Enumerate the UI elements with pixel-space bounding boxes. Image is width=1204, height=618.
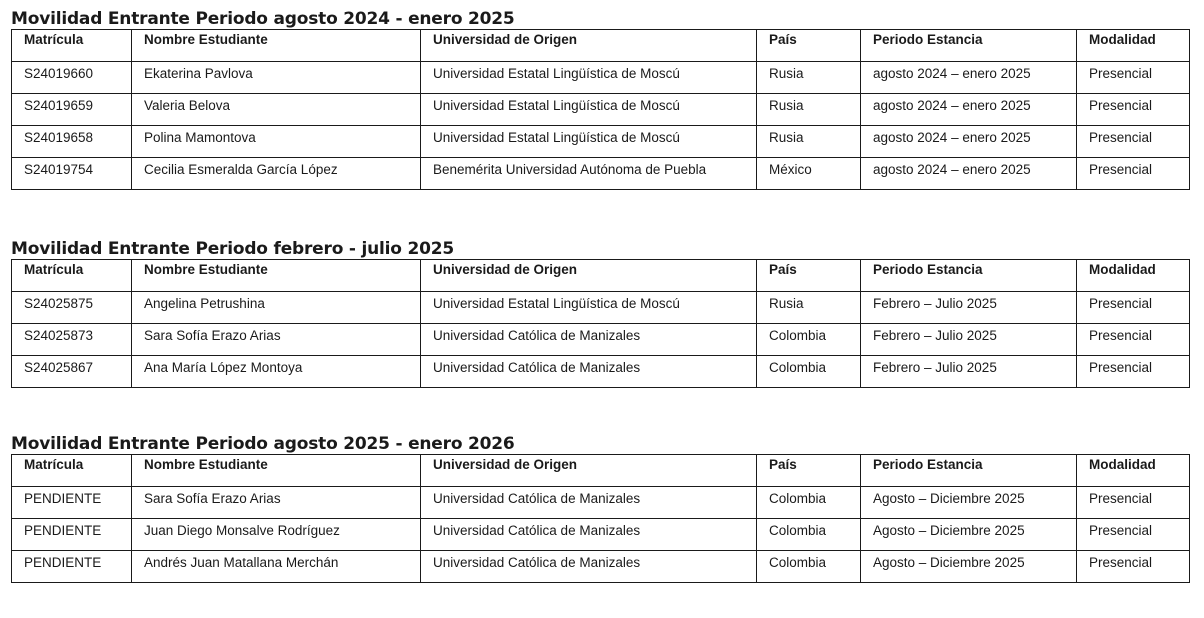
- table-row: [12, 94, 1190, 126]
- header-row: [12, 30, 1190, 62]
- cell-matricula: PENDIENTE: [12, 487, 132, 519]
- cell-matricula: S24025867: [12, 356, 132, 388]
- cell-periodo: agosto 2024 – enero 2025: [861, 126, 1077, 158]
- cell-pais: Rusia: [757, 94, 861, 126]
- cell-periodo: agosto 2024 – enero 2025: [861, 62, 1077, 94]
- cell-periodo: agosto 2024 – enero 2025: [861, 158, 1077, 190]
- header-matricula: Matrícula: [12, 260, 132, 292]
- cell-universidad: Universidad Católica de Manizales: [421, 324, 757, 356]
- cell-nombre: Angelina Petrushina: [132, 292, 421, 324]
- table-row: [12, 519, 1190, 551]
- section-agosto-2025: [11, 434, 1189, 583]
- cell-modalidad: Presencial: [1077, 324, 1190, 356]
- cell-universidad: Universidad Católica de Manizales: [421, 519, 757, 551]
- cell-modalidad: Presencial: [1077, 62, 1190, 94]
- cell-modalidad: Presencial: [1077, 94, 1190, 126]
- cell-universidad: Universidad Estatal Lingüística de Moscú: [421, 126, 757, 158]
- cell-pais: Rusia: [757, 292, 861, 324]
- header-nombre: Nombre Estudiante: [132, 455, 421, 487]
- cell-pais: Colombia: [757, 356, 861, 388]
- cell-pais: Colombia: [757, 487, 861, 519]
- cell-matricula: S24025873: [12, 324, 132, 356]
- header-periodo: Periodo Estancia: [861, 260, 1077, 292]
- table-row: [12, 487, 1190, 519]
- cell-matricula: PENDIENTE: [12, 551, 132, 583]
- header-universidad: Universidad de Origen: [421, 455, 757, 487]
- cell-nombre: Juan Diego Monsalve Rodríguez: [132, 519, 421, 551]
- cell-universidad: Universidad Estatal Lingüística de Moscú: [421, 62, 757, 94]
- header-pais: País: [757, 260, 861, 292]
- cell-periodo: Agosto – Diciembre 2025: [861, 519, 1077, 551]
- cell-pais: Rusia: [757, 126, 861, 158]
- header-row: [12, 455, 1190, 487]
- header-row: [12, 260, 1190, 292]
- cell-universidad: Universidad Estatal Lingüística de Moscú: [421, 94, 757, 126]
- cell-universidad: Universidad Católica de Manizales: [421, 487, 757, 519]
- section-febrero-2025: [11, 239, 1189, 388]
- header-periodo: Periodo Estancia: [861, 455, 1077, 487]
- cell-modalidad: Presencial: [1077, 519, 1190, 551]
- cell-modalidad: Presencial: [1077, 356, 1190, 388]
- cell-matricula: S24019660: [12, 62, 132, 94]
- cell-universidad: Benemérita Universidad Autónoma de Puebla: [421, 158, 757, 190]
- cell-nombre: Ekaterina Pavlova: [132, 62, 421, 94]
- cell-matricula: S24019754: [12, 158, 132, 190]
- header-universidad: Universidad de Origen: [421, 260, 757, 292]
- cell-matricula: S24019659: [12, 94, 132, 126]
- cell-modalidad: Presencial: [1077, 487, 1190, 519]
- cell-periodo: Febrero – Julio 2025: [861, 356, 1077, 388]
- table-row: [12, 551, 1190, 583]
- header-pais: País: [757, 30, 861, 62]
- cell-nombre: Ana María López Montoya: [132, 356, 421, 388]
- header-nombre: Nombre Estudiante: [132, 30, 421, 62]
- cell-pais: Colombia: [757, 519, 861, 551]
- cell-nombre: Polina Mamontova: [132, 126, 421, 158]
- section-title: Movilidad Entrante Periodo agosto 2024 - enero 2025: [11, 9, 515, 29]
- cell-periodo: agosto 2024 – enero 2025: [861, 94, 1077, 126]
- header-periodo: Periodo Estancia: [861, 30, 1077, 62]
- cell-nombre: Sara Sofía Erazo Arias: [132, 487, 421, 519]
- cell-modalidad: Presencial: [1077, 292, 1190, 324]
- cell-nombre: Sara Sofía Erazo Arias: [132, 324, 421, 356]
- cell-periodo: Agosto – Diciembre 2025: [861, 487, 1077, 519]
- mobility-table: [11, 454, 1190, 583]
- mobility-table: [11, 259, 1190, 388]
- cell-universidad: Universidad Estatal Lingüística de Moscú: [421, 292, 757, 324]
- cell-periodo: Febrero – Julio 2025: [861, 324, 1077, 356]
- cell-matricula: S24019658: [12, 126, 132, 158]
- cell-universidad: Universidad Católica de Manizales: [421, 551, 757, 583]
- cell-matricula: PENDIENTE: [12, 519, 132, 551]
- cell-periodo: Agosto – Diciembre 2025: [861, 551, 1077, 583]
- section-agosto-2024: [11, 9, 1189, 190]
- header-modalidad: Modalidad: [1077, 260, 1190, 292]
- header-matricula: Matrícula: [12, 455, 132, 487]
- header-modalidad: Modalidad: [1077, 455, 1190, 487]
- cell-periodo: Febrero – Julio 2025: [861, 292, 1077, 324]
- cell-modalidad: Presencial: [1077, 551, 1190, 583]
- table-row: [12, 324, 1190, 356]
- cell-nombre: Valeria Belova: [132, 94, 421, 126]
- section-title: Movilidad Entrante Periodo agosto 2025 - enero 2026: [11, 434, 515, 454]
- mobility-table: [11, 29, 1190, 190]
- cell-pais: Colombia: [757, 551, 861, 583]
- header-nombre: Nombre Estudiante: [132, 260, 421, 292]
- table-row: [12, 292, 1190, 324]
- cell-pais: Colombia: [757, 324, 861, 356]
- cell-nombre: Andrés Juan Matallana Merchán: [132, 551, 421, 583]
- cell-pais: México: [757, 158, 861, 190]
- table-row: [12, 62, 1190, 94]
- table-row: [12, 126, 1190, 158]
- cell-pais: Rusia: [757, 62, 861, 94]
- table-row: [12, 356, 1190, 388]
- header-universidad: Universidad de Origen: [421, 30, 757, 62]
- cell-modalidad: Presencial: [1077, 126, 1190, 158]
- cell-modalidad: Presencial: [1077, 158, 1190, 190]
- cell-matricula: S24025875: [12, 292, 132, 324]
- cell-nombre: Cecilia Esmeralda García López: [132, 158, 421, 190]
- header-matricula: Matrícula: [12, 30, 132, 62]
- table-row: [12, 158, 1190, 190]
- section-title: Movilidad Entrante Periodo febrero - julio 2025: [11, 239, 454, 259]
- header-modalidad: Modalidad: [1077, 30, 1190, 62]
- header-pais: País: [757, 455, 861, 487]
- cell-universidad: Universidad Católica de Manizales: [421, 356, 757, 388]
